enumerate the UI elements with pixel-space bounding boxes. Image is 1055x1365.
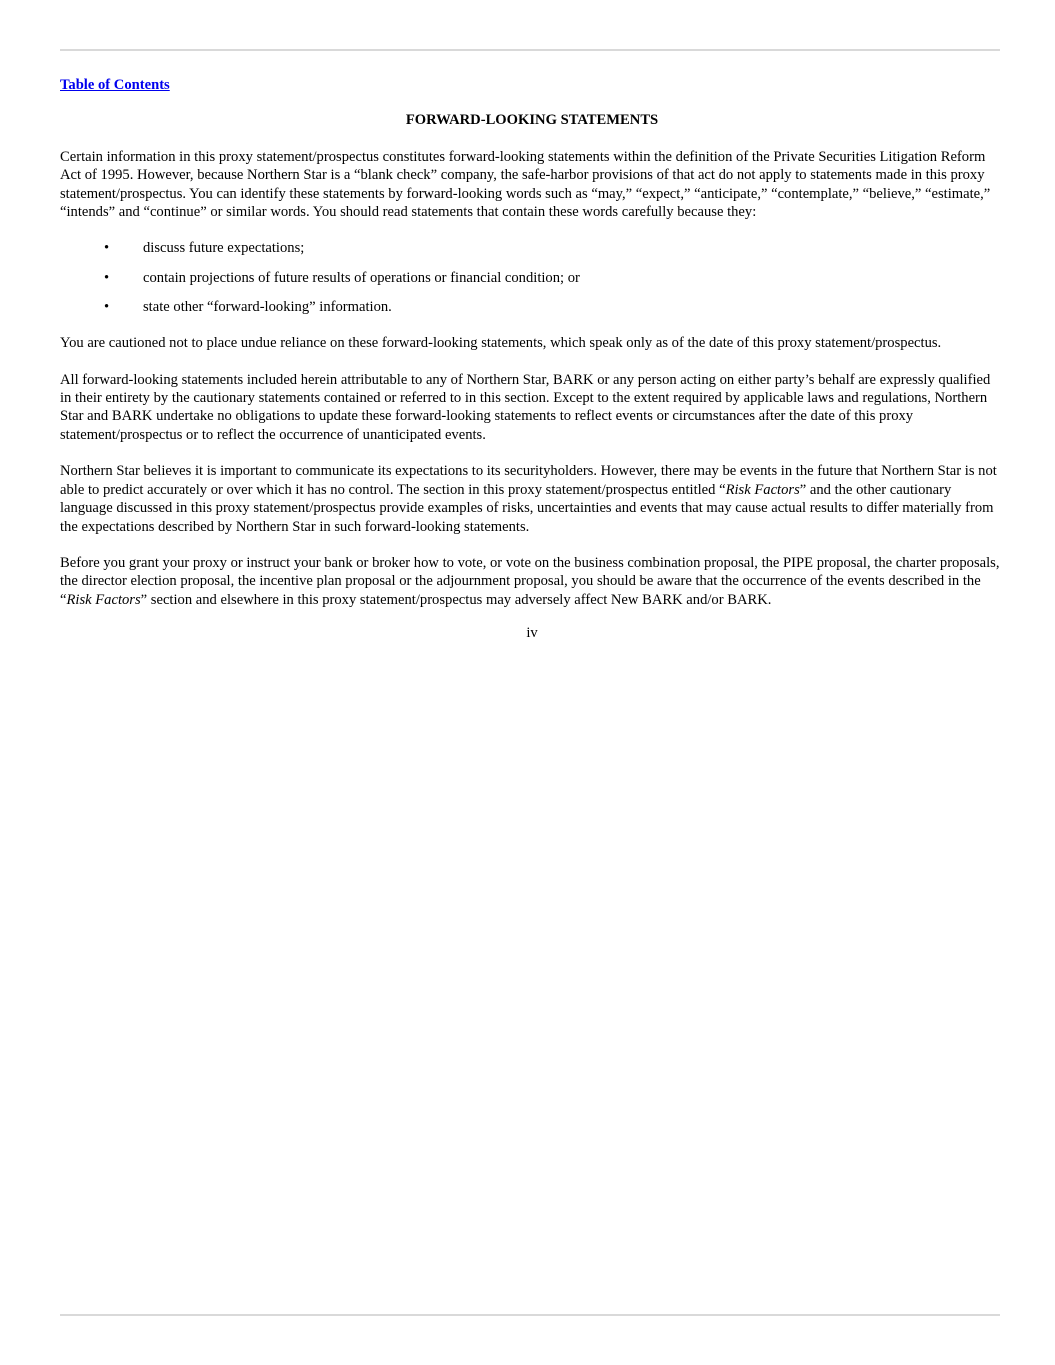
list-item: [60, 269, 1004, 287]
page-number: iv: [526, 625, 538, 642]
list-item-text: contain projections of future results of operations or financial condition; or: [143, 269, 580, 286]
list-item: [60, 239, 1004, 257]
list-item-text: discuss future expectations;: [143, 240, 305, 257]
top-divider: [60, 49, 1000, 51]
paragraph-text: Northern Star believes it is important to communicate its expectations to its securityholders. However, there may be events in the future that Northern Star is not able to predict accurately or over which it has no control. The section in this proxy statement/prospectus entitled “: [60, 463, 997, 498]
attribution-paragraph: All forward-looking statements included herein attributable to any of Northern Star, BARK or any person acting on either party’s behalf are expressly qualified in their entirety by the cautionary statements contained or referred to in this section. Except to the extent required by applicable laws and regulations, Northern Star and BARK undertake no obligations to update these forward-looking statements to reflect events or circumstances after the date of this proxy statement/prospectus or to reflect the occurrence of unanticipated events.: [60, 371, 991, 443]
expectations-paragraph: [60, 462, 1004, 536]
intro-paragraph: Certain information in this proxy statement/prospectus constitutes forward-looking statements within the definition of the Private Securities Litigation Reform Act of 1995. However, because Northern Star is a “blank check” company, the safe-harbor provisions of that act do not apply to statements made in this proxy statement/prospectus. You can identify these statements by forward-looking words such as “may,” “expect,” “anticipate,” “contemplate,” “believe,” “estimate,” “intends” and “continue” or similar words. You should read statements that contain these words carefully because they:: [60, 148, 991, 221]
paragraph-text: ” and the other cautionary language discussed in this proxy statement/prospectus provide examples of risks, uncertainties and events that may cause actual results to differ materially from the expectations described by Northern Star in such forward-looking statements.: [60, 481, 994, 535]
risk-factors-reference: Risk Factors: [66, 591, 141, 608]
list-item: [60, 298, 1004, 316]
paragraph-text: ” section and elsewhere in this proxy statement/prospectus may adversely affect New BARK and/or BARK.: [140, 591, 772, 608]
bottom-divider: [60, 1314, 1000, 1316]
bullet-icon: •: [104, 298, 110, 315]
list-item-text: state other “forward-looking” information.: [143, 298, 392, 315]
document-page: [60, 76, 1004, 643]
table-of-contents-link[interactable]: Table of Contents: [60, 77, 170, 93]
bullet-icon: •: [104, 269, 110, 286]
proxy-paragraph: [60, 554, 1004, 609]
section-title: FORWARD-LOOKING STATEMENTS: [405, 112, 659, 129]
risk-factors-reference: Risk Factors: [725, 481, 800, 498]
bullet-list: [60, 239, 1004, 316]
paragraph-text: Before you grant your proxy or instruct your bank or broker how to vote, or vote on the business combination proposal, the PIPE proposal, the charter proposals, the director election proposal, the incentive plan proposal or the adjournment proposal, you should be aware that the occurrence of the events described in the “: [60, 554, 1000, 608]
caution-paragraph: You are cautioned not to place undue reliance on these forward-looking statements, which speak only as of the date of this proxy statement/prospectus.: [60, 335, 942, 352]
bullet-icon: •: [104, 240, 110, 257]
